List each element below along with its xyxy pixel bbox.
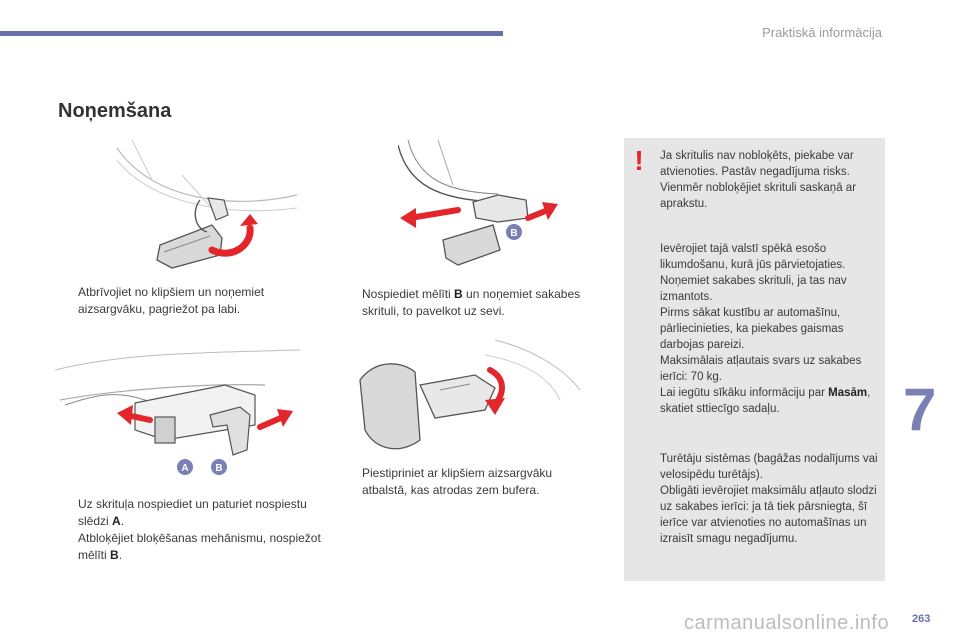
bullet-icon [342, 465, 362, 499]
warning-paragraph: Pirms sākat kustību ar automašīnu, pārliecinieties, ka piekabes gaismas darbojas pareizi. [660, 307, 844, 351]
warning-paragraph: Maksimālais atļautais svars uz sakabes ierīci: 70 kg. [660, 355, 862, 383]
illustration-cover-removal [112, 140, 302, 275]
step-3a-label-a: A [112, 514, 121, 528]
step-4-text: Piestipriniet ar klipšiem aizsargvāku atbalstā, kas atrodas zem bufera. [362, 466, 553, 497]
step-3a-text-post: . [120, 514, 125, 528]
bullet-icon [58, 530, 78, 564]
step-3b-label-b: B [110, 548, 119, 562]
step-3b-text-post: . [118, 548, 123, 562]
illustration-lock-unlock [55, 345, 305, 480]
instruction-step-3 [58, 496, 328, 564]
warning-paragraph: Obligāti ievērojiet maksimālu atļauto slodzi uz sakabes ierīci: ja tā tiek pārsniegta, šī ierīce var atvienoties no automašīnas un izraisīt smagu negadījumu. [660, 485, 877, 545]
page-number: 263 [912, 613, 931, 625]
warning-box [624, 138, 885, 581]
marker-b-label: B [510, 228, 518, 239]
marker-b2-label: B [215, 463, 223, 474]
warning-p5-bold: Masām [828, 387, 868, 399]
warning-paragraph: Turētāju sistēmas (bagāžas nodalījums vai velosipēdu turētājs). [660, 453, 878, 481]
warning-paragraph [660, 385, 878, 417]
step-3b-text-pre: Atbloķējiet bloķēšanas mehānismu, nospiežot mēlīti [78, 531, 321, 562]
instruction-step-2 [342, 286, 604, 320]
warning-p5-post: , skatiet sttiecīgo sadaļu. [660, 387, 871, 415]
warning-block-3 [660, 451, 878, 547]
chapter-number: 7 [903, 376, 937, 443]
warning-p5-pre: Lai iegūtu sīkāku informāciju par [660, 387, 829, 399]
warning-icon: ! [634, 145, 644, 176]
step-1-text: Atbrīvojiet no klipšiem un noņemiet aizsargvāku, pagriežot pa labi. [78, 285, 265, 316]
step-2-label-b: B [454, 287, 463, 301]
warning-paragraph: Ievērojiet tajā valstī spēkā esošo likumdošanu, kurā jūs pārvietojaties. Noņemiet sakabes skrituli, ja tas nav izmantots. [660, 243, 847, 303]
bullet-icon [342, 286, 362, 320]
instruction-step-4 [342, 465, 578, 499]
illustration-ball-removal [398, 140, 578, 275]
page-title: Noņemšana [58, 100, 172, 122]
bullet-icon [58, 284, 78, 318]
marker-a-label: A [181, 463, 189, 474]
header-accent-bar [0, 31, 503, 36]
instruction-step-1 [58, 284, 298, 318]
illustration-cover-storage [345, 330, 585, 460]
step-2-text-post: un noņemiet sakabes skrituli, to pavelkot uz sevi. [362, 287, 581, 318]
bullet-icon [58, 496, 78, 530]
warning-block-1 [660, 148, 878, 212]
section-header: Praktiskā informācija [762, 25, 882, 40]
warning-block-2 [660, 241, 878, 417]
step-3a-text-pre: Uz skrituļa nospiediet un paturiet nospiestu slēdzi [78, 497, 307, 528]
watermark: carmanualsonline.info [684, 612, 890, 634]
warning-paragraph: Ja skritulis nav nobloķēts, piekabe var atvienoties. Pastāv negadījuma risks. Vienmēr nobloķējiet skrituli saskaņā ar aprakstu. [660, 150, 857, 210]
step-2-text-pre: Nospiediet mēlīti [362, 287, 455, 301]
